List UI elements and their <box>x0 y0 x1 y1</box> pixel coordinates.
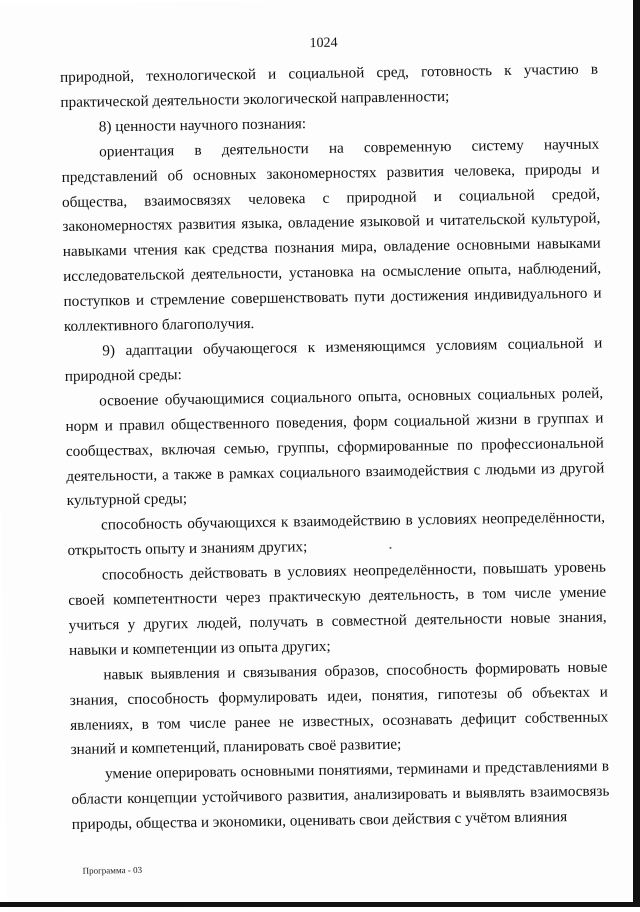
paragraph: способность действовать в условиях неопределённости, повышать уровень своей компетентности через практическую деятельность, в том числе умение учиться у других людей, получать в совместной деятельности новые знания, навыки и компетенции из опыта других; <box>68 558 607 659</box>
page-number: 1024 <box>309 35 338 52</box>
section-heading: 9) адаптации обучающегося к изменяющимся условиям социальной и природной среды: <box>64 334 603 385</box>
paragraph: ориентация в деятельности на современную систему научных представлений об основных закономерностях развития человека, природы и общества, взаимосвязях человека с природной и социальной средой, закономерностях развития языка, овладение языковой и читательской культурой, навыками чтения как средства познания мира, овладение основными навыками исследовательской деятельности, установка на осмысление опыта, наблюдений, поступков и стремление совершенствовать пути достижения индивидуального и коллективного благополучия. <box>61 135 602 336</box>
scan-speck <box>389 547 391 549</box>
paragraph: способность обучающихся к взаимодействию в условиях неопределённости, открытость опыту и знаниям других; <box>67 508 606 560</box>
footer-label: Программа - 03 <box>82 864 143 876</box>
section-heading: 8) ценности научного познания: <box>98 114 307 136</box>
paragraph: освоение обучающимися социального опыта, основных социальных ролей, норм и правил общественного поведения, форм социальной жизни в группах и сообществах, включая семью, группы, сформированные по профессиональной деятельности, а также в рамках социального взаимодействия с людьми из другой культурной среды; <box>65 384 605 510</box>
paragraph: природной, технологической и социальной сред, готовность к участию в практической деятельности экологической направленности; <box>59 60 599 111</box>
paragraph: навык выявления и связывания образов, способность формировать новые знания, способность формулировать идеи, понятия, гипотезы об объектах и явлениях, в том числе ранее не известных, осознавать дефицит собственных знаний и компетенций, планировать своё развитие; <box>69 658 609 759</box>
paragraph: умение оперировать основными понятиями, терминами и представлениями в области концепции устойчивого развития, анализировать и выявлять взаимосвязь природы, общества и экономики, оценивать свои действия с учётом влияния <box>71 757 610 834</box>
scan-edge-right <box>633 0 640 907</box>
document-body <box>60 58 610 838</box>
scan-edge-bottom <box>0 902 640 907</box>
